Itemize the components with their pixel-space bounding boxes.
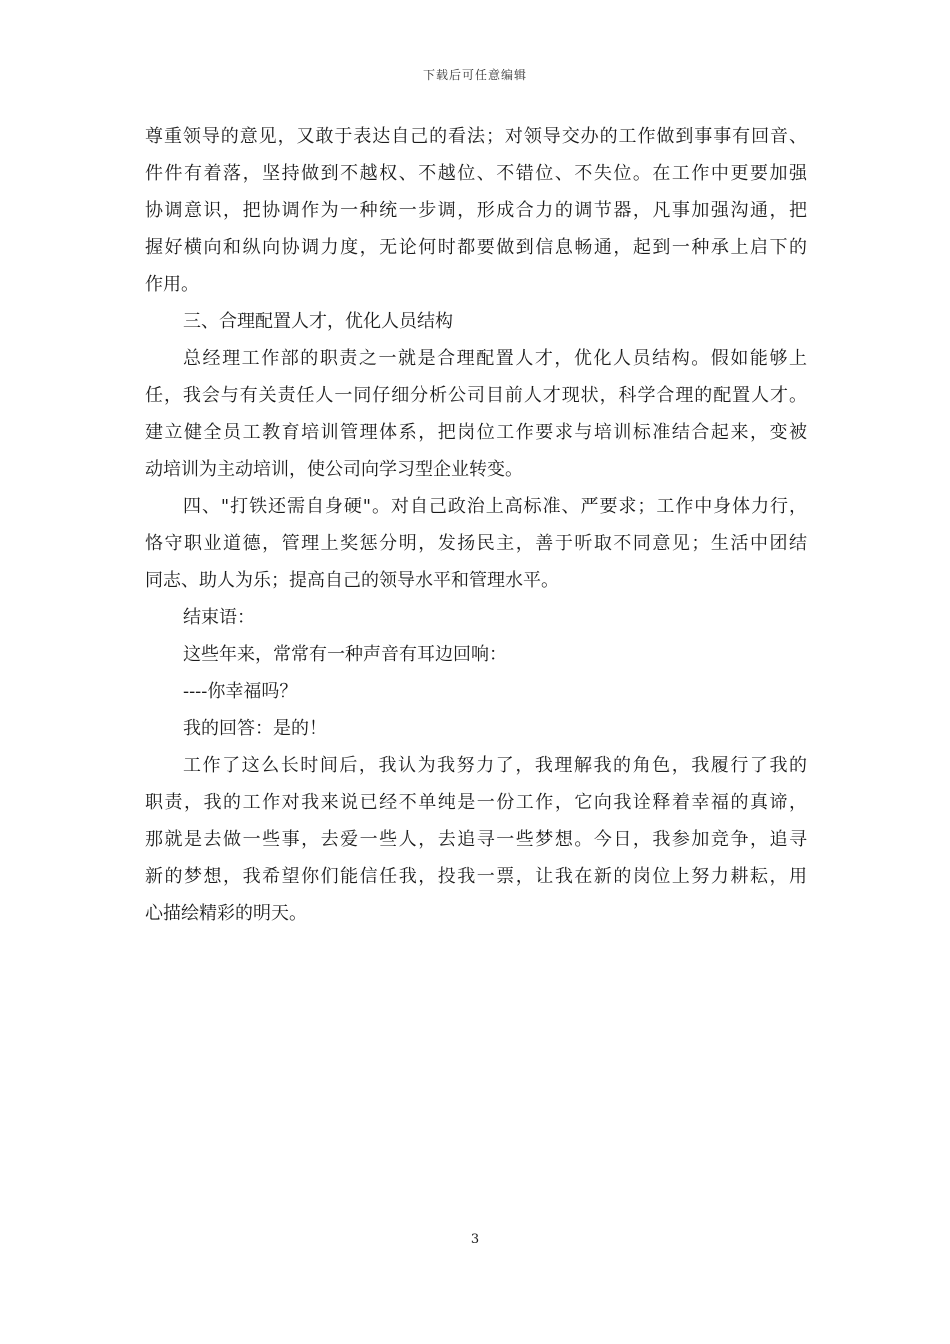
text-line: 协调意识，把协调作为一种统一步调，形成合力的调节器，凡事加强沟通，把 — [145, 200, 807, 221]
text-line: ----你幸福吗？ — [183, 681, 298, 702]
text-line: 同志、助人为乐；提高自己的领导水平和管理水平。 — [145, 570, 559, 591]
section-heading-talent — [145, 303, 807, 340]
text-line: 四、"打铁还需自身硬"。对自己政治上高标准、严要求；工作中身体力行， — [183, 496, 807, 517]
paragraph-talent — [145, 340, 807, 488]
page-number: 3 — [470, 1232, 480, 1247]
paragraph-question — [145, 673, 807, 710]
text-line: 那就是去做一些事，去爱一些人，去追寻一些梦想。今日，我参加竞争，追寻 — [145, 829, 807, 850]
paragraph-self-discipline — [145, 488, 807, 599]
paragraph-answer — [145, 710, 807, 747]
text-line: 作用。 — [145, 274, 199, 295]
text-line: 任，我会与有关责任人一同仔细分析公司目前人才现状，科学合理的配置人才。 — [145, 385, 807, 406]
text-line: 工作了这么长时间后，我认为我努力了，我理解我的角色，我履行了我的 — [183, 755, 807, 776]
text-line: 建立健全员工教育培训管理体系，把岗位工作要求与培训标准结合起来，变被 — [145, 422, 807, 443]
text-line: 握好横向和纵向协调力度，无论何时都要做到信息畅通，起到一种承上启下的 — [145, 237, 807, 258]
page-header: 下载后可任意编辑 — [422, 68, 527, 82]
text-line: 总经理工作部的职责之一就是合理配置人才，优化人员结构。假如能够上 — [183, 348, 807, 369]
text-line: 尊重领导的意见，又敢于表达自己的看法；对领导交办的工作做到事事有回音、 — [145, 126, 807, 147]
text-line: 件件有着落，坚持做到不越权、不越位、不错位、不失位。在工作中更要加强 — [145, 163, 807, 184]
section-heading-text: 三、合理配置人才，优化人员结构 — [183, 311, 453, 332]
text-line: 新的梦想，我希望你们能信任我，投我一票，让我在新的岗位上努力耕耘，用 — [145, 866, 807, 887]
text-line: 恪守职业道德，管理上奖惩分明，发扬民主，善于听取不同意见；生活中团结 — [145, 533, 807, 554]
closing-heading-text: 结束语： — [183, 607, 255, 628]
text-line: 我的回答：是的！ — [183, 718, 327, 739]
text-line: 心描绘精彩的明天。 — [145, 903, 307, 924]
paragraph-conclusion — [145, 747, 807, 932]
text-line: 职责，我的工作对我来说已经不单纯是一份工作，它向我诠释着幸福的真谛， — [145, 792, 807, 813]
document-body — [145, 118, 807, 932]
closing-heading — [145, 599, 807, 636]
paragraph-voice — [145, 636, 807, 673]
text-line: 动培训为主动培训，使公司向学习型企业转变。 — [145, 459, 523, 480]
paragraph-coordination — [145, 118, 807, 303]
text-line: 这些年来，常常有一种声音有耳边回响： — [183, 644, 507, 665]
